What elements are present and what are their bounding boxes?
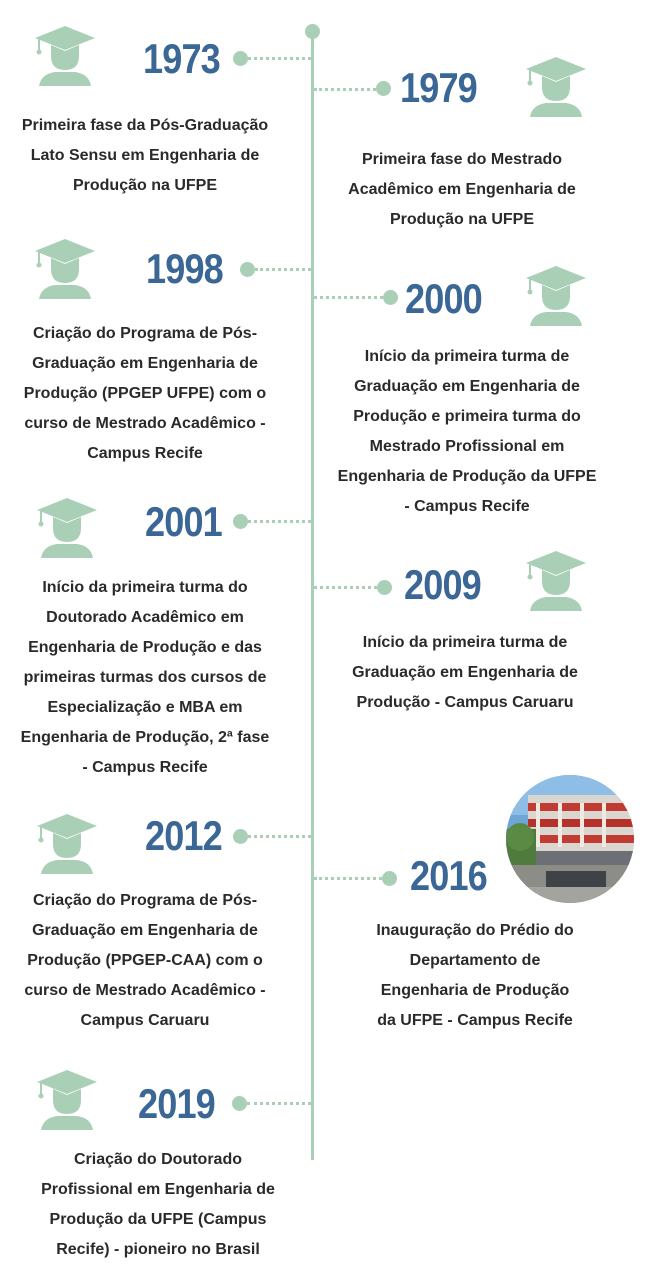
- event-description-line: Criação do Programa de Pós-: [32, 325, 258, 342]
- event-description-line: Produção e primeira turma do: [353, 408, 581, 425]
- event-description-line: Departamento de: [409, 952, 541, 969]
- event-description-line: Produção - Campus Caruaru: [356, 694, 574, 711]
- timeline-node: [233, 829, 248, 844]
- year-label: 2001: [145, 498, 222, 545]
- year-label: 1973: [143, 35, 220, 82]
- event-description-line: Engenharia de Produção, 2ª fase: [20, 729, 270, 746]
- event-description-line: curso de Mestrado Acadêmico -: [24, 982, 266, 999]
- timeline-connector: [314, 586, 377, 589]
- graduate-icon: [524, 264, 588, 326]
- event-description: [320, 342, 614, 522]
- timeline-connector: [314, 296, 383, 299]
- event-description-line: curso de Mestrado Acadêmico -: [24, 415, 266, 432]
- event-description-line: Campus Caruaru: [80, 1012, 210, 1029]
- event-description: [0, 573, 290, 783]
- event-description: [330, 916, 620, 1036]
- graduate-icon: [33, 24, 97, 86]
- event-description-line: - Campus Recife: [404, 498, 530, 515]
- timeline-connector: [248, 835, 311, 838]
- event-description-line: da UFPE - Campus Recife: [377, 1012, 573, 1029]
- timeline-node: [376, 81, 391, 96]
- event-description-line: Primeira fase da Pós-Graduação: [21, 117, 269, 134]
- event-description-line: - Campus Recife: [82, 759, 208, 776]
- building-photo-image: [506, 775, 634, 903]
- graduate-icon: [33, 237, 97, 299]
- event-description-line: Engenharia de Produção da UFPE: [337, 468, 597, 485]
- graduate-icon: [35, 496, 99, 558]
- timeline-connector: [248, 57, 311, 60]
- event-description-line: Engenharia de Produção e das: [28, 639, 262, 656]
- event-description-line: Graduação em Engenharia de: [354, 378, 580, 395]
- event-description-line: Produção (PPGEP-CAA) com o: [27, 952, 263, 969]
- year-label: 2012: [145, 812, 222, 859]
- timeline-connector: [314, 877, 382, 880]
- event-description-line: Produção na UFPE: [72, 177, 218, 194]
- timeline-start-dot: [305, 24, 320, 39]
- event-description-line: Acadêmico em Engenharia de: [348, 181, 576, 198]
- event-description-line: Início da primeira turma do: [42, 579, 248, 596]
- year-label: 1979: [400, 64, 477, 111]
- event-description-line: Profissional em Engenharia de: [41, 1181, 275, 1198]
- graduate-icon: [524, 55, 588, 117]
- timeline-node: [233, 514, 248, 529]
- timeline-connector: [247, 1102, 311, 1105]
- year-label: 2019: [138, 1080, 215, 1127]
- timeline-node: [383, 290, 398, 305]
- timeline-connector: [314, 88, 376, 91]
- timeline-node: [232, 1096, 247, 1111]
- timeline-connector: [255, 268, 311, 271]
- event-description: [13, 1145, 303, 1265]
- event-description-line: Inauguração do Prédio do: [376, 922, 574, 939]
- graduate-icon: [524, 549, 588, 611]
- event-description-line: Primeira fase do Mestrado: [361, 151, 563, 168]
- event-description-line: primeiras turmas dos cursos de: [23, 669, 267, 686]
- event-description: [0, 319, 290, 469]
- event-description-line: Início da primeira turma de: [362, 634, 568, 651]
- timeline-node: [240, 262, 255, 277]
- year-label: 1998: [146, 245, 223, 292]
- event-description-line: Mestrado Profissional em: [369, 438, 565, 455]
- event-description-line: Especialização e MBA em: [47, 699, 243, 716]
- event-description-line: Graduação em Engenharia de: [32, 355, 258, 372]
- timeline-node: [382, 871, 397, 886]
- event-description-line: Criação do Programa de Pós-: [32, 892, 258, 909]
- event-description-line: Graduação em Engenharia de: [352, 664, 578, 681]
- event-description: [320, 628, 610, 718]
- event-description-line: Engenharia de Produção: [380, 982, 570, 999]
- graduate-icon: [35, 1068, 99, 1130]
- event-description-line: Doutorado Acadêmico em: [46, 609, 244, 626]
- event-description-line: Produção (PPGEP UFPE) com o: [23, 385, 267, 402]
- event-description-line: Graduação em Engenharia de: [32, 922, 258, 939]
- event-description-line: Produção na UFPE: [389, 211, 535, 228]
- timeline-connector: [248, 520, 311, 523]
- graduate-icon: [35, 812, 99, 874]
- event-description-line: Início da primeira turma de: [364, 348, 570, 365]
- event-description-line: Lato Sensu em Engenharia de: [30, 147, 260, 164]
- event-description-line: Recife) - pioneiro no Brasil: [56, 1241, 260, 1258]
- event-description: [0, 111, 290, 201]
- timeline-node: [233, 51, 248, 66]
- building-photo: [506, 775, 634, 903]
- year-label: 2000: [405, 275, 482, 322]
- event-description: [0, 886, 290, 1036]
- event-description-line: Campus Recife: [87, 445, 203, 462]
- timeline-spine: [311, 32, 314, 1160]
- timeline-node: [377, 580, 392, 595]
- year-label: 2016: [410, 852, 487, 899]
- event-description-line: Produção da UFPE (Campus: [49, 1211, 267, 1228]
- event-description-line: Criação do Doutorado: [73, 1151, 242, 1168]
- event-description: [317, 145, 607, 235]
- year-label: 2009: [404, 561, 481, 608]
